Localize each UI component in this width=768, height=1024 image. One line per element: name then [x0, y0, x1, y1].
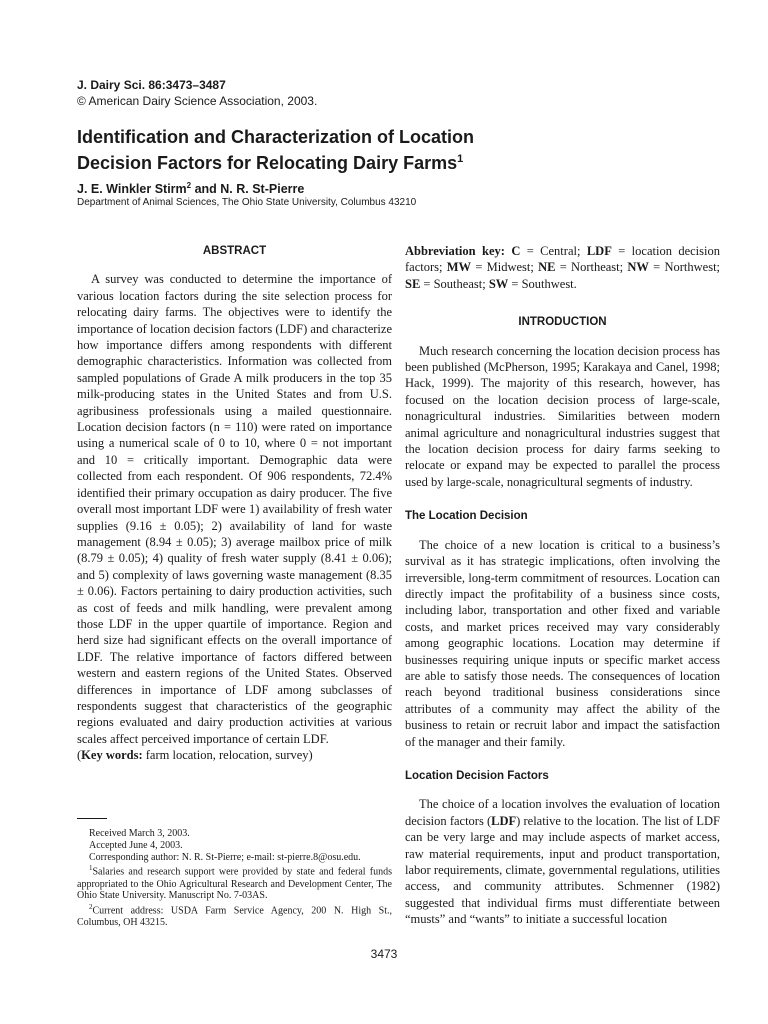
location-factors-text-start: The choice of a location involves the evaluation of location decision factors ( [405, 797, 720, 828]
abbreviation-term: NW [627, 260, 649, 275]
footnotes [77, 818, 392, 929]
journal-citation: J. Dairy Sci. 86:3473–3487 [77, 78, 226, 92]
abbreviation-definition: = Midwest; [471, 260, 539, 275]
footnote-accepted: Accepted June 4, 2003. [89, 839, 183, 851]
abbreviation-term: C [511, 244, 521, 258]
location-factors-body [405, 796, 720, 927]
abstract-heading: ABSTRACT [202, 245, 267, 257]
abbreviation-term: SE [405, 276, 421, 291]
location-decision-body: The choice of a new location is critical to a business’s survival as it has strategic implications, often involving the irreversible, long-term commitment of resources. Location can directly impact the profitability of a business since costs, including labor, transportation and other fixed and variable costs, and market prices received may vary considerably among geographic locations. Location may determine if businesses requiring unique inputs or specific market access are able to satisfy those needs. The consequences of location reach beyond traditional business considerations since attributes of a community may affect the ability of the business to retain or recruit labor and impact the satisfaction of the manager and their family. [405, 537, 720, 749]
title-line-1: Identification and Characterization of Location [77, 127, 475, 147]
location-decision-heading: The Location Decision [405, 510, 528, 523]
abbreviation-key-label: Abbreviation key: [405, 244, 505, 258]
footnote-1-text: Salaries and research support were provided by state and federal funds appropriated to the Ohio Agricultural Research and Development Center, The Ohio State University. Manuscript No. 7-03AS. [77, 866, 392, 902]
abstract-text: A survey was conducted to determine the importance of various location factors during the site selection process for relocating dairy farms. The objectives were to identify the importance of location decision factors (LDF) and characterize how importance differs among respondents with different demographic characteristics. Information was collected from sampled populations of Grade A milk producers in the top 35 milk-producing states in the United States and from U.S. agribusiness professionals using a mailed questionnaire. Location decision factors (n = 110) were rated on importance using a numerical scale of 0 to 10, where 0 = not important and 10 = critically important. Demographic data were collected from each respondent. Of 906 respondents, 72.4% identified their primary occupation as dairy producer. The five overall most important LDF were 1) availability of fresh water supplies (9.16 ± 0.05); 2) availability of land for waste management (8.94 ± 0.05); 3) average mailbox price of milk (8.79 ± 0.05); 4) quality of fresh water supply (8.41 ± 0.06); and 5) complexity of laws governing waste management (8.35 ± 0.06). Factors pertaining to dairy production activities, such as cost of feeds and milk handling, were prevalent among those LDF in the upper quartile of importance. Region and herd size had significant effects on the overall importance of LDF. The relative importance of factors differed between western and eastern regions of the United States. Observed differences in importance of LDF among subclasses of respondents suggest that characteristics of the geographic regions evaluated and dairy production activities at various scales affect perceived importance of certain LDF. [77, 272, 392, 746]
footnote-1-mark: 1 [89, 864, 93, 873]
author-1-footnote-mark: 2 [186, 181, 192, 190]
title-line-2: Decision Factors for Relocating Dairy Farms [77, 153, 458, 173]
affiliation: Department of Animal Sciences, The Ohio State University, Columbus 43210 [77, 197, 417, 208]
abbreviation-definition: = Southwest. [508, 276, 577, 291]
abbreviation-definition: = Northwest; [648, 260, 721, 275]
location-factors-heading: Location Decision Factors [405, 769, 549, 782]
introduction-body: Much research concerning the location decision process has been published (McPherson, 1995; Karakaya and Canel, 1998; Hack, 1999). The majority of this research, however, has focused on the location decision process of large-scale, nonagricultural industries. Similarities between modern animal agriculture and nonagricultural industries suggest that the location decision process for dairy farms seeking to relocate or expand may be expected to parallel the process used by large-scale, nonagricultural segments of industry. [405, 343, 720, 489]
abbreviation-term: LDF [586, 244, 612, 258]
keywords-text: farm location, relocation, survey) [142, 748, 313, 763]
abbreviation-key [405, 243, 720, 292]
article-title [77, 126, 697, 174]
journal-header [77, 77, 317, 109]
location-factors-text-rest: ) relative to the location. The list of LDF can be very large and may include aspects of market access, raw material requirements, input and product transportation, labor requirements, climate, governmental regulations, utilities access, and community attributes. Schmenner (1982) suggested that individual firms must differentiate between “musts” and “wants” to initiate a successful location [405, 813, 720, 927]
abbreviation-definition: = Northeast; [555, 260, 628, 275]
page-number: 3473 [370, 947, 398, 961]
abbreviation-term: MW [446, 260, 472, 275]
keywords-open: ( [77, 748, 82, 763]
author-1: J. E. Winkler Stirm [77, 182, 187, 197]
author-2: and N. R. St-Pierre [191, 182, 305, 197]
copyright-line: © American Dairy Science Association, 2003. [77, 94, 318, 108]
abbreviation-definition: = Central; [520, 244, 587, 258]
author-list [77, 181, 304, 196]
abbreviation-definition: = Southeast; [420, 276, 489, 291]
footnote-1 [77, 863, 392, 902]
footnote-2-mark: 2 [89, 903, 93, 912]
footnote-2 [77, 902, 392, 929]
title-footnote-mark: 1 [457, 153, 464, 165]
abstract-body [77, 271, 392, 763]
footnote-corresponding: Corresponding author: N. R. St-Pierre; e-mail: st-pierre.8@osu.edu. [89, 851, 361, 863]
right-column [405, 243, 720, 928]
abbreviation-definition: = location decision factors; [405, 244, 720, 275]
keywords-label: Key words: [81, 748, 143, 763]
abbreviation-term: NE [538, 260, 556, 275]
left-column [77, 243, 392, 764]
location-factors-abbr: LDF [491, 813, 517, 828]
footnote-2-text: Current address: USDA Farm Service Agency, 200 N. High St., Columbus, OH 43215. [77, 905, 392, 929]
abbreviation-term: SW [488, 276, 509, 291]
introduction-heading: INTRODUCTION [518, 316, 607, 329]
footnote-received: Received March 3, 2003. [89, 828, 190, 839]
